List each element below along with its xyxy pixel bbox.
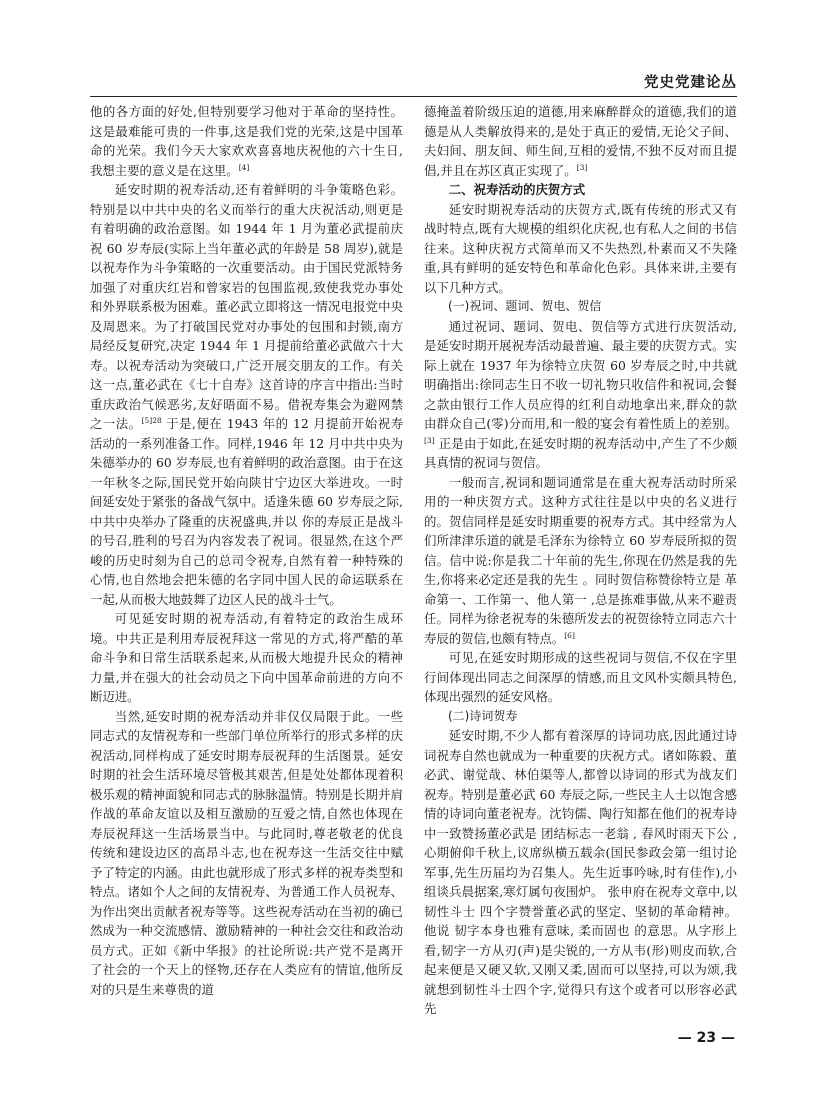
paragraph-text: 二、祝寿活动的庆贺方式 [448,182,586,197]
paragraph [90,102,403,180]
paragraph [424,473,737,649]
paragraph-text: 一般而言,祝词和题词通常是在重大祝寿活动时所采用的一种庆贺方式。这种方式往往是以中央的名义进行的。贺信同样是延安时期重要的祝寿方式。其中经常为人们所津津乐道的就是毛泽东为徐特立 60 岁寿辰所拟的贺信。信中说:你是我二十年前的先生,你现在仍然是我的先生,你将来必定还是我的先生 。同时贺信称赞徐特立是 革命第一、工作第一、他人第一 ,总是拣难事做,从来不避责任。同样为徐老祝寿的朱德所发去的祝贺徐特立同志六十寿辰的贺信,也颇有特点。 [424,474,737,646]
left-column [90,102,403,999]
paragraph-text: 当然,延安时期的祝寿活动并非仅仅局限于此。一些同志式的友情祝寿和一些部门单位所举行的形式多样的庆祝活动,同样构成了延安时期寿辰祝拜的生活图景。延安时期的社会生活环境尽管极其艰苦,但是处处都体现着积极乐观的精神面貌和同志式的脉脉温情。特别是长期并肩作战的革命友谊以及相互激励的互爱之情,自然也体现在寿辰祝拜这一生活场景当中。与此同时,尊老敬老的优良传统和建设边区的高昂斗志,也在祝寿这一生活交往中赋予了特定的内涵。由此也就形成了形式多样的祝寿类型和特点。诸如个人之间的友情祝寿、为普通工作人员祝寿、为作出突出贡献者祝寿等等。这些祝寿活动在当初的确已然成为一种交流感情、激励精神的一种社会交往和政治动员方式。正如《新中华报》的社论所说:共产党不是离开了社会的一个天上的怪物,还存在人类应有的情谊,他所反对的只是生来尊贵的道 [90,708,403,997]
paragraph-text: 通过祝词、题词、贺电、贺信等方式进行庆贺活动,是延安时期开展祝寿活动最普遍、最主要的庆贺方式。实际上就在 1937 年为徐特立庆贺 60 岁寿辰之时,中共就明确指出:徐同志生日不收一切礼物只收信件和祝词,会餐之款由银行工作人员应得的红利自动地拿出来,群众的款由群众自己(零)分而用,和一般的宴会有着性质上的差别。 [424,318,737,431]
paragraph-text: 德掩盖着阶级压迫的道德,用来麻醉群众的道德,我们的道德是从人类解放得来的,是处于真正的爱情,无论父子间、夫妇间、朋友间、师生间,互相的爱情,不独不反对而且提倡,并且在苏区真正实现了。 [424,104,737,178]
subsection-heading [424,707,737,727]
paragraph [90,707,403,1000]
paragraph-text: (二)诗词贺寿 [448,708,518,723]
paragraph-text: 延安时期的祝寿活动,还有着鲜明的斗争策略色彩。特别是以中共中央的名义而举行的重大庆祝活动,则更是有着明确的政治意图。如 1944 年 1 月为董必武提前庆祝 60 岁寿辰(实际上当年董必武的年龄是 58 周岁),就是以祝寿作为斗争策略的一次重要活动。由于国民党派特务加强了对重庆红岩和曾家岩的包围监视,致使我党办事处和外界联系极为困难。董必武立即将这一情况电报党中央及周恩来。为了打破国民党对办事处的包围和封锁,南方局经反复研究,决定 1944 年 1 月提前给董必武做六十大寿。以祝寿活动为突破口,广泛开展交朋友的工作。有关这一点,董必武在《七十自寿》这首诗的序言中指出:当时重庆政治气候恶劣,友好晤面不易。借祝寿集会为避网禁之一法。 [90,182,403,431]
section-title: 党史党建论丛 [644,75,737,91]
section-heading [424,180,737,200]
paragraph-text: 延安时期,不少人都有着深厚的诗词功底,因此通过诗词祝寿自然也就成为一种重要的庆祝方式。诸如陈毅、董必武、谢觉哉、林伯渠等人,都曾以诗词的形式为战友们祝寿。特别是董必武 60 寿辰之际,一些民主人士以饱含感情的诗词向董老祝寿。沈钧儒、陶行知都在他们的祝寿诗中一致赞扬董必武是 团结标志一老翁 , 春风时雨天下公 , 心期俯仰千秋上,议席纵横五载余(国民参政会第一组讨论军事,先生历届均为召集人。先生近事吟咏,时有佳作),小组谈兵晨据案,寒灯属句夜围炉。 张申府在祝寿文章中,以 韧性斗士 四个字赞誉董必武的坚定、坚韧的革命精神。他说 韧字本身也雅有意味, 柔而固也 的意思。从字形上看,韧字一方从刃(声)是尖锐的,一方从韦(形)则皮而软,合起来便是又硬又软,又刚又柔,固而可以坚持,可以为颂,我就想到韧性斗士四个字,觉得只有这个或者可以形容必武先 [424,728,737,1016]
paragraph-text-continued: 于是,便在 1943 年的 12 月提前开始祝寿活动的一系列准备工作。同样,1946 年 12 月中共中央为朱德举办的 60 岁寿辰,也有着鲜明的政治意图。由于在这一年秋冬之际,国民党开始向陕甘宁边区大举进攻。一时间延安处于紧张的备战气氛中。适逢朱德 60 岁寿辰之际,中共中央举办了隆重的庆祝盛典,并以 你的寿辰正是战斗的号召,胜利的号召为内容发表了祝词。很显然,在这个严峻的历史时刻为自己的总司令祝寿,自然有着一种特殊的心情,也自然地会把朱德的名字同中国人民的命运联系在一起,从而极大地鼓舞了边区人民的战斗士气。 [90,416,403,607]
citation-ref: [6] [564,630,575,640]
paragraph-text: 他的各方面的好处,但特别要学习他对于革命的坚持性。这是最难能可贵的一件事,这是我们党的光荣,这是中国革命的光荣。我们今天大家欢欢喜喜地庆祝他的六十生日,我想主要的意义是在这里。 [90,104,403,178]
subsection-heading [424,297,737,317]
paragraph [424,102,737,180]
right-column [424,102,737,1019]
paragraph-text: 延安时期祝寿活动的庆贺方式,既有传统的形式又有战时特点,既有大规模的组织化庆祝,也有私人之间的书信往来。这种庆祝方式简单而又不失热烈,朴素而又不失隆重,具有鲜明的延安特色和革命化色彩。具体来讲,主要有以下几种方式。 [424,201,737,295]
paragraph [424,726,737,1019]
paragraph-text-continued: 正是由于如此,在延安时期的祝寿活动中,产生了不少颇具真情的祝词与贺信。 [424,435,737,470]
paragraph [424,200,737,298]
paragraph [90,609,403,707]
citation-ref: [4] [238,162,250,172]
citation-ref: [3] [576,162,588,172]
paragraph [424,317,737,473]
running-header [90,66,737,97]
paragraph-text: 可见延安时期的祝寿活动,有着特定的政治生成环境。中共正是利用寿辰祝拜这一常见的方式,将严酷的革命斗争和日常生活联系起来,从而极大地提升民众的精神力量,并在强大的社会动员之下向中国革命前进的方向不断迈进。 [90,611,403,704]
paragraph [424,648,737,707]
paragraph [90,180,403,609]
citation-ref: [5]28 [141,415,162,425]
citation-ref: [3] [424,435,435,445]
paragraph-text: 可见,在延安时期形成的这些祝词与贺信,不仅在字里行间体现出同志之间深厚的情感,而且文风朴实颇具特色,体现出强烈的延安风格。 [424,650,737,704]
paragraph-text: (一)祝词、题词、贺电、贺信 [448,299,602,313]
page-number: — 23 — [677,1030,735,1046]
